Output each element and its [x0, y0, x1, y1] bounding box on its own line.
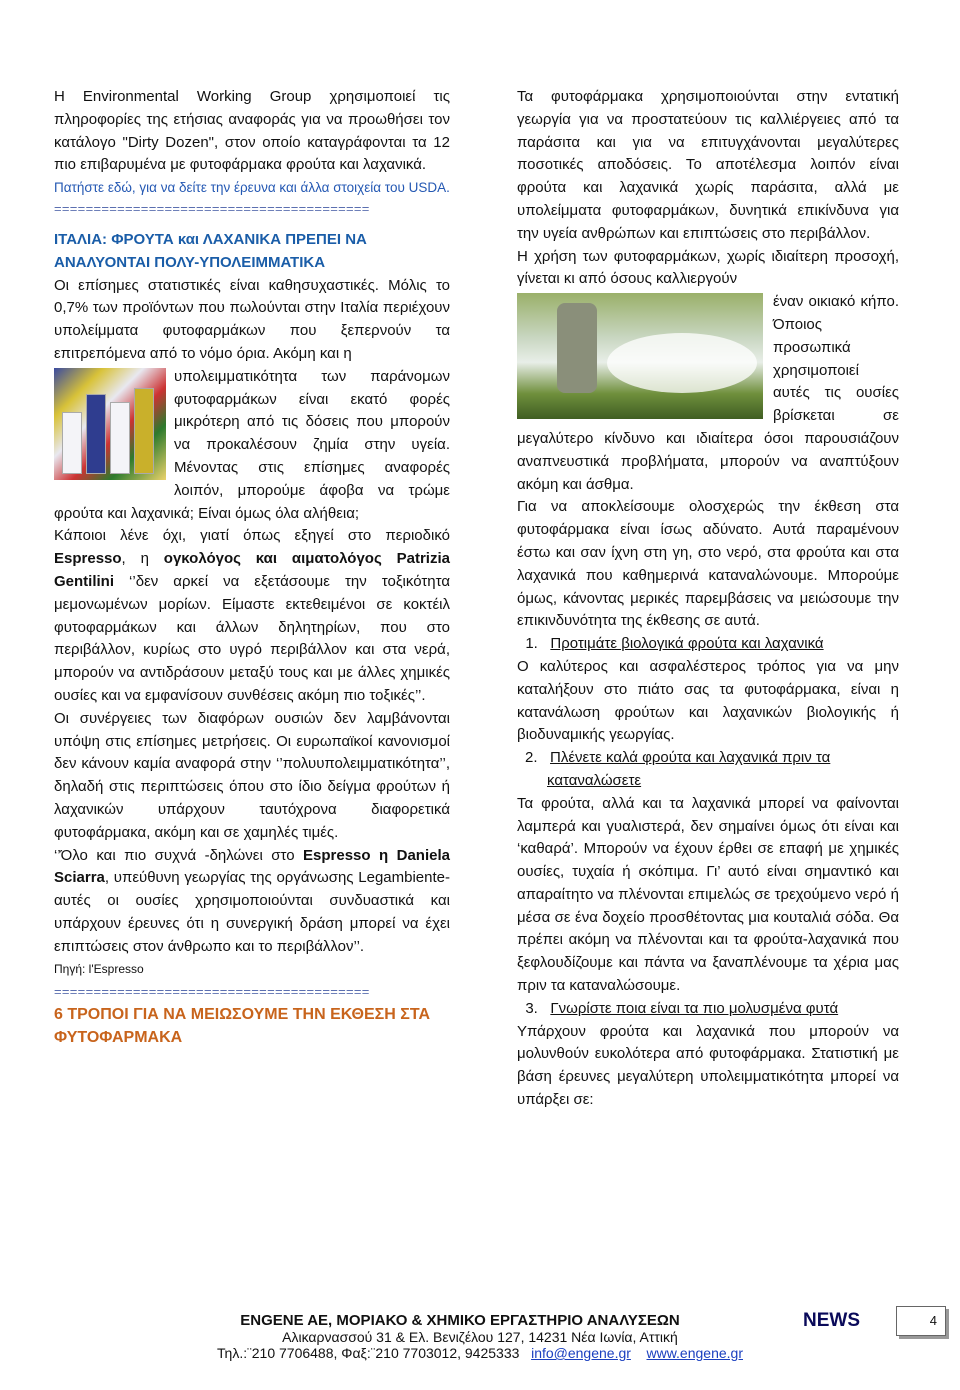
left-column [54, 86, 450, 1050]
italy-heading: ΙΤΑΛΙΑ: ΦΡΟΥΤΑ και ΛΑΧΑΝΙΚΑ ΠΡΕΠΕΙ ΝΑ ΑΝΑΛΥΟΝΤΑΙ ΠΟΛΥ-ΥΠΟΛΕΙΜΜΑΤΙΚΑ [54, 230, 367, 271]
website-link[interactable]: www.engene.gr [646, 1345, 743, 1361]
separator-2: ======================================== [54, 984, 370, 1000]
stats-paragraph-start: Οι επίσημες στατιστικές είναι καθησυχαστικές. Μόλις το 0,7% των προϊόντων που πωλούνται στην Ιταλία περιέχουν υπολείμματα φυτοφαρμάκων που ξεπερνούν τα επιτρεπόμενα από το νόμο όρια. Ακόμη και η [54, 276, 450, 362]
list-item-1-text: Ο καλύτερος και ασφαλέστερος τρόπος για να μην καταλήξουν στο πιάτο σας τα φυτοφάρμακα, είναι η κατανάλωση φρούτων και λαχανικών βιολογικής ή βιοδυναμικής γεωργίας. [517, 657, 899, 744]
footer-contact: Τηλ.:¨210 7706488, Φαξ:¨210 7703012, 9425333 info@engene.gr www.engene.gr [217, 1345, 743, 1361]
usda-link[interactable]: Πατήστε εδώ, για να δείτε την έρευνα και άλλα στοιχεία του USDA. [54, 180, 450, 196]
page-number: 4 [896, 1306, 946, 1336]
right-column [517, 86, 899, 1112]
garden-paragraph-start: Η χρήση των φυτοφαρμάκων, χωρίς ιδιαίτερη προσοχή, γίνεται κι από όσους καλλιεργούν [517, 247, 899, 288]
garden-paragraph-wrap: έναν οικιακό κήπο. Όποιος προσωπικά χρησιμοποιεί αυτές τις ουσίες βρίσκεται σε μεγαλύτερο κίνδυνο και ιδιαίτερα όσοι παρουσιάζουν αναπνευστικά προβλήματα, μπορούν να αναπτύξουν ακόμη και άσθμα. [517, 293, 899, 493]
list-item-3-text: Υπάρχουν φρούτα και λαχανικά που μπορούν να μολυνθούν ευκολότερα από φυτοφάρμακα. Στατιστική με βάση έρευνες μεγαλύτερη υπολειμματικότητα μπορεί να υπάρξει σε: [517, 1022, 899, 1109]
sciarra-paragraph: ‘’Όλο και πιο συχνά -δηλώνει στο Espresso η Daniela Sciarra, υπεύθυνη γεωργίας της οργάνωσης Legambiente- αυτές οι ουσίες χρησιμοποιούνται συνδυαστικά και υπάρχουν έρευνες ότι η συνεργική δράση μπορεί να έχει επιπτώσεις στον άνθρωπο και το περιβάλλον’’. [54, 846, 450, 955]
email-link[interactable]: info@engene.gr [531, 1345, 631, 1361]
six-ways-heading: 6 ΤΡΟΠΟΙ ΓΙΑ ΝΑ ΜΕΙΩΣΟΥΜΕ ΤΗΝ ΕΚΘΕΣΗ ΣΤΑ ΦΥΤΟΦΑΡΜΑΚΑ [54, 1006, 431, 1046]
spraying-photo [517, 293, 763, 419]
list-item-2-text: Τα φρούτα, αλλά και τα λαχανικά μπορεί να φαίνονται λαμπερά και γυαλιστερά, δεν σημαίνει όμως ότι είναι και ‘καθαρά’. Μπορούν να έχουν έρθει σε επαφή με χημικές ουσίες, τυχαία ή σκόπιμα. Γι’ αυτό είναι σημαντικό και απαραίτητο να πλένονται επιμελώς σε τρεχούμενο νερό ή μέσα σε ένα δοχείο προσθέτοντας μια κουταλιά σόδα. Θα πρέπει ακόμη να πλένονται και τα φρούτα-λαχανικά που ξεφλουδίζουμε και πάντα να ξαναπλένουμε τα χέρια μας πριν τα καταναλώσουμε. [517, 794, 899, 995]
footer-company: ENGENE AE, ΜΟΡΙΑΚΟ & ΧΗΜΙΚΟ ΕΡΓΑΣΤΗΡΙΟ ΑΝΑΛΥΣΕΩΝ [240, 1312, 680, 1329]
source-line: Πηγή: l'Espresso [54, 962, 144, 977]
separator: ======================================== [54, 201, 370, 217]
exposure-paragraph: Για να αποκλείσουμε ολοσχερώς την έκθεση στα φυτοφάρμακα είναι ίσως αδύνατο. Αυτά παραμένουν έστω και σαν ίχνη στη γη, στο νερό, στα φρούτα και στα λαχανικά που καθημερινά καταναλώνουμε. Μπορούμε όμως, κάνοντας μερικές παρεμβάσεις να μειώσουμε την επικινδυνότητα της έκθεσης σε αυτά. [517, 498, 899, 630]
list-item-2-title: 2. Πλένετε καλά φρούτα και λαχανικά πριν τα καταναλώσετε [525, 749, 831, 789]
stats-paragraph-wrap: υπολειμματικότητα των παράνομων φυτοφαρμάκων είναι εκατό φορές μικρότερη από τις δόσεις που μπορούν να προκαλέσουν ζημία στην υγεία. Μένοντας στις επίσημες αναφορές λοιπόν, μπορούμε άφοβα να τρώμε φρούτα και λαχανικά; Είναι όμως όλα αλήθεια; [54, 367, 450, 522]
news-label: NEWS [803, 1310, 860, 1331]
synergy-paragraph: Οι συνέργειες των διαφόρων ουσιών δεν λαμβάνονται υπόψη στις επίσημες μετρήσεις. Οι ευρωπαϊκοί κανονισμοί δεν κάνουν καμία αναφορά στην ‘’πολυυπολειμματικότητα’’, δηλαδή στις περιπτώσεις όπου στο ίδιο δείγμα φρούτων ή λαχανικών υπάρχουν ταυτόχρονα διαφορετικά φυτοφάρμακα, ακόμη και σε χαμηλές τιμές. [54, 709, 450, 841]
footer-address: Αλικαρνασσού 31 & Ελ. Βενιζέλου 127, 14231 Νέα Ιωνία, Αττική [282, 1329, 678, 1345]
list-item-1-title: 1. Προτιμάτε βιολογικά φρούτα και λαχανικά [525, 635, 824, 653]
pesticides-intro: Τα φυτοφάρμακα χρησιμοποιούνται στην εντατική γεωργία για να προστατεύουν τις καλλιέργειες από τα παράσιτα και για να επιτυγχάνονται μεγαλύτερες ποσοτικές αποδόσεις. Το αποτέλεσμα λοιπόν είναι φρούτα και λαχανικά χωρίς παράσιτα, αλλά με υπολείμματα φυτοφαρμάκων, δυνητικά επικίνδυνα για την υγεία ανθρώπων και επιπτώσεις στο περιβάλλον. [517, 88, 899, 242]
gentilini-paragraph: Κάποιοι λένε όχι, γιατί όπως εξηγεί στο περιοδικό Espresso, η ογκολόγος και αιματολόγος Patrizia Gentilini ‘’δεν αρκεί να εξετάσουμε την τοξικότητα μεμονωμένων μορίων. Είμαστε εκτεθειμένοι σε κοκτέιλ φυτοφαρμάκων και άλλων δηλητηρίων, που στο περιβάλλον, κυρίως στο υγρό περιβάλλον και στα νερά, μπορούν να αντιδράσουν μεταξύ τους και με άλλες χημικές ουσίες και να εμφανίσουν συνθέσεις ακόμη πιο τοξικές’’. [54, 527, 450, 704]
list-item-3-title: 3. Γνωρίστε ποια είναι τα πιο μολυσμένα φυτά [525, 999, 839, 1017]
pesticide-bottles-image [54, 368, 166, 480]
intro-paragraph: Η Environmental Working Group χρησιμοποιεί τις πληροφορίες της ετήσιας αναφοράς για να προωθήσει τον κατάλογο "Dirty Dozen", στον οποίο καταγράφονται τα 12 πιο επιβαρυμένα με φυτοφάρμακα φρούτα και λαχανικά. [54, 88, 450, 174]
